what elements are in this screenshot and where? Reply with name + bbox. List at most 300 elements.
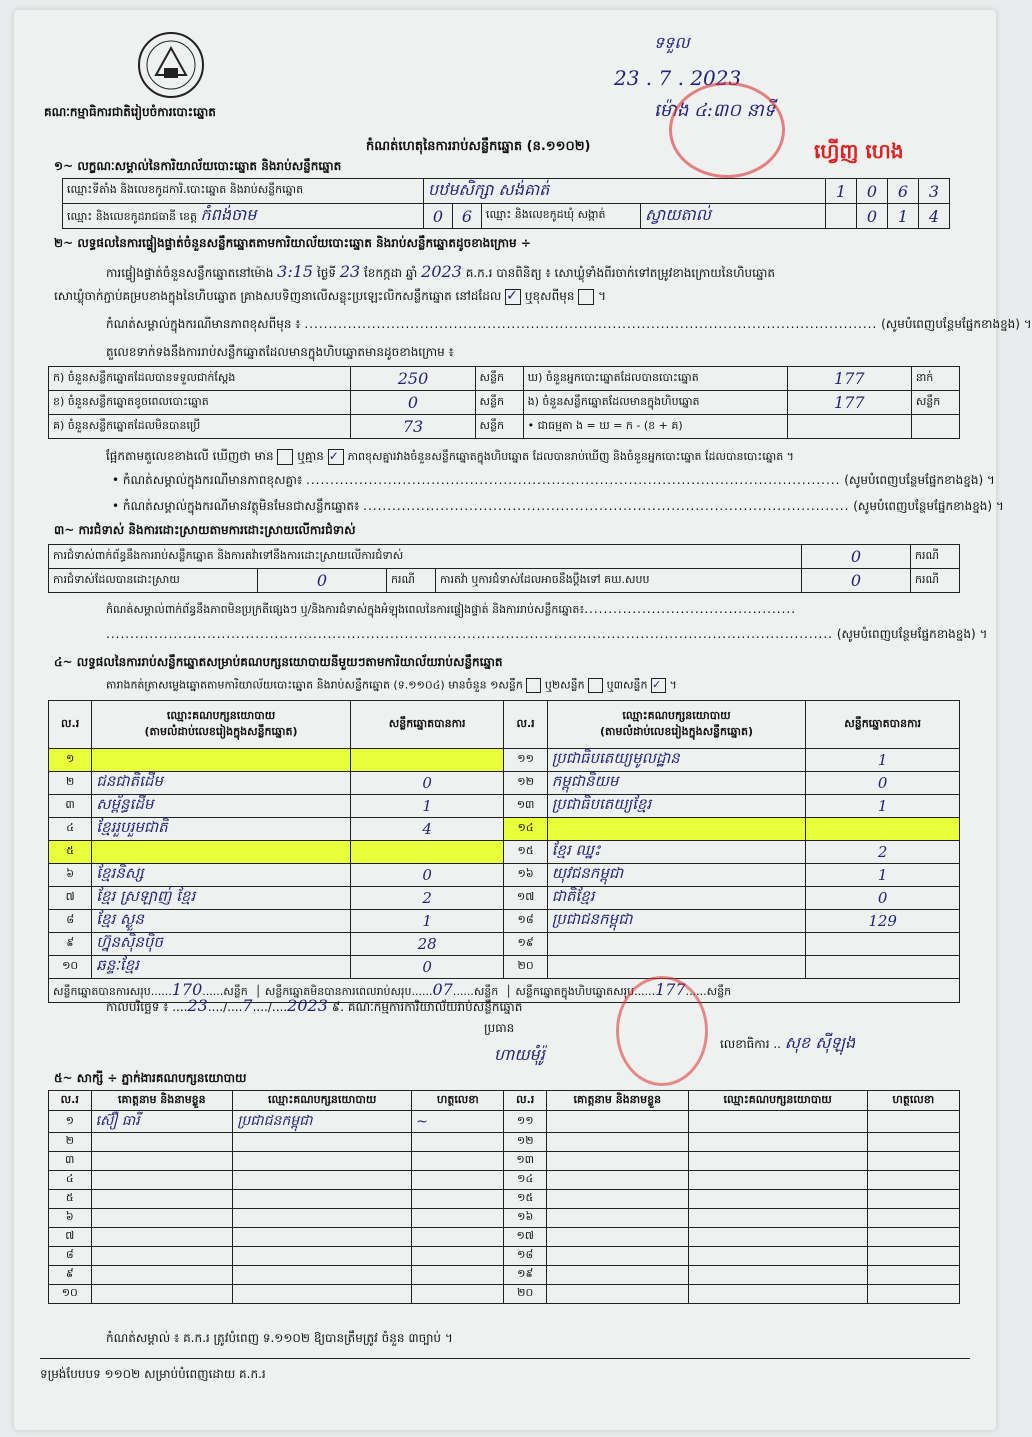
party-number: ១៨ — [504, 910, 547, 933]
party-name: ប្រជាធិបតេយ្យខ្មែរ — [547, 795, 806, 818]
witness-party — [688, 1152, 867, 1171]
two-sheet-checkbox[interactable] — [588, 678, 603, 693]
witness-party — [233, 1228, 412, 1247]
party-name: ខ្មែរ ឈ្នះ — [547, 841, 806, 864]
form-page — [14, 10, 1032, 1430]
witness-sig — [412, 1209, 504, 1228]
unit-sheet: សន្លឹក — [706, 985, 732, 998]
party-votes — [806, 818, 960, 841]
witness-sig — [412, 1228, 504, 1247]
witness-n: ៩ — [49, 1266, 92, 1285]
party-number: ១៦ — [504, 864, 547, 887]
section1-title: ១~ លក្ខណៈសម្គាល់នៃការិយាល័យបោះឆ្នោត និងរាប់សន្លឹកឆ្នោត — [54, 159, 342, 173]
party-number: ១៩ — [504, 933, 547, 956]
party-name — [547, 818, 806, 841]
party-number: ៥ — [49, 841, 92, 864]
witness-party — [688, 1133, 867, 1152]
figure-value-2: 177 — [787, 391, 911, 415]
witness-sig — [412, 1171, 504, 1190]
witness-n: ១៣ — [504, 1152, 547, 1171]
witness-n: ៦ — [49, 1209, 92, 1228]
chair-label: ប្រធាន — [484, 1021, 515, 1035]
party-name: ប្រជាធិបតេយ្យមូលដ្ឋាន — [547, 749, 806, 772]
witness-name — [546, 1209, 688, 1228]
col-party-title: ឈ្មោះគណបក្សនយោបាយ — [622, 708, 731, 722]
diff-note-label: កំណត់សម្គាល់ក្នុងករណីមានភាពខុសពីមុន ៖ — [106, 317, 301, 331]
results-row — [49, 772, 960, 795]
one-sheet-checkbox[interactable] — [526, 678, 541, 693]
witness-sig — [412, 1266, 504, 1285]
objections-table — [48, 544, 960, 593]
unit-cases: ករណី — [387, 569, 436, 593]
witness-sig — [412, 1285, 504, 1304]
party-votes: 0 — [806, 772, 960, 795]
witness-sig — [867, 1228, 959, 1247]
section5-title: ៥~ សាក្សី ÷ ភ្នាក់ងារគណបក្សនយោបាយ — [54, 1071, 247, 1085]
figures-intro: តួលេខទាក់ទងនឹងការរាប់សន្លឹកឆ្នោតដែលមានក្នុងហិបឆ្នោតមានដូចខាងក្រោម ៖ — [106, 345, 454, 359]
party-votes: 1 — [350, 910, 504, 933]
difference-line — [106, 448, 794, 466]
total-invalid: 07 — [432, 980, 453, 999]
witness-party — [233, 1152, 412, 1171]
figure-label-2: • ជាធម្មតា ង = ឃ = ក - (ខ + គ) — [523, 415, 787, 439]
witness-name — [546, 1133, 688, 1152]
witness-n: ១១ — [504, 1111, 547, 1133]
party-number: ៧ — [49, 887, 92, 910]
col-no: ល.រ — [504, 701, 547, 749]
figure-unit-2: នាក់ — [911, 367, 959, 391]
results-row — [49, 818, 960, 841]
secretary-name: សុខ ស៊ីឡុង — [784, 1033, 856, 1052]
witness-name — [546, 1266, 688, 1285]
col-party — [547, 701, 806, 749]
witness-sig — [412, 1152, 504, 1171]
diff-note: កំណត់សម្គាល់ក្នុងករណីមានភាពខុសពីមុន ៖ ....................................................................................................................... (សូមបំពេញបន្ថែមផ្នែកខាងខ្នង) ។ — [106, 317, 1032, 331]
results-row — [49, 910, 960, 933]
party-votes — [806, 956, 960, 979]
same-checkbox[interactable]: ✓ — [505, 289, 521, 305]
date-day: 23 — [187, 996, 208, 1015]
party-votes: 4 — [350, 818, 504, 841]
tally-sheets-label: តារាងកត់ត្រាសម្លេងឆ្នោតតាមការិយាល័យបោះឆ្នោត និងរាប់សន្លឹកឆ្នោត (ទ.១១០៤) មានចំនួន ១សន្លឹក — [106, 678, 523, 692]
party-number: ១៥ — [504, 841, 547, 864]
code-digit: 6 — [453, 204, 482, 229]
different-label: ឬខុសពីមុន — [524, 289, 575, 303]
party-number: ១៣ — [504, 795, 547, 818]
none-checkbox[interactable]: ✓ — [328, 449, 344, 465]
two-sheets-label: ឬ២សន្លឹក — [544, 678, 585, 692]
witness-name — [91, 1266, 233, 1285]
party-number: ១២ — [504, 772, 547, 795]
party-name: ខ្មែររួបរួមជាតិ — [92, 818, 351, 841]
total-box-label: សន្លឹកឆ្នោតក្នុងហិបឆ្នោតសរុប — [515, 985, 635, 998]
secretary-line: លេខាធិការ .. សុខ ស៊ីឡុង — [720, 1033, 856, 1052]
witness-name — [546, 1111, 688, 1133]
figure-unit: សន្លឹក — [475, 415, 523, 439]
date-month: 7 — [242, 996, 253, 1015]
appeal-value: 0 — [802, 569, 911, 593]
witness-name — [546, 1171, 688, 1190]
figure-value-2: 177 — [787, 367, 911, 391]
results-row — [49, 887, 960, 910]
witness-sig — [412, 1247, 504, 1266]
party-votes: 1 — [806, 795, 960, 818]
witness-n: ១៦ — [504, 1209, 547, 1228]
witness-col: ហត្ថលេខា — [412, 1091, 504, 1111]
unit-cases: ករណី — [911, 569, 960, 593]
witness-party — [688, 1266, 867, 1285]
party-number: ២០ — [504, 956, 547, 979]
party-name: ប្រជាជនកម្ពុជា — [547, 910, 806, 933]
total-valid-label: សន្លឹកឆ្នោតបានការសរុប — [53, 985, 151, 998]
location-label: ឈ្មោះទីតាំង និងលេខកូដការិ.បោះឆ្នោត និងរាប់សន្លឹកឆ្នោត — [63, 179, 424, 204]
figures-row — [49, 391, 960, 415]
witness-n: ១០ — [49, 1285, 92, 1304]
final-note: កំណត់សម្គាល់ ៖ គ.ក.រ ត្រូវបំពេញ ទ.១១០២ ឱ្យបានត្រឹមត្រូវ ចំនួន ៣ច្បាប់ ។ — [106, 1331, 453, 1345]
results-row — [49, 841, 960, 864]
figures-table — [48, 366, 960, 439]
party-number: ១០ — [49, 956, 92, 979]
witness-n: ៧ — [49, 1228, 92, 1247]
witness-n: ១៧ — [504, 1228, 547, 1247]
party-number: ៨ — [49, 910, 92, 933]
code-digit: 0 — [857, 179, 888, 204]
witness-row — [49, 1152, 960, 1171]
party-name: សម្ព័ន្ធដើម — [92, 795, 351, 818]
check-month-label: ខែកក្កដា ឆ្នាំ — [364, 266, 418, 280]
code-digit: 3 — [919, 179, 950, 204]
check-year: 2023 — [421, 262, 462, 281]
col-no: ល.រ — [49, 701, 92, 749]
witness-col: ឈ្មោះគណបក្សនយោបាយ — [688, 1091, 867, 1111]
objections-value: 0 — [802, 545, 911, 569]
received-date: 23 . 7 . 2023 — [614, 66, 742, 90]
witness-party — [233, 1133, 412, 1152]
received-word: ទទួល — [654, 33, 690, 52]
party-name: ជនជាតិដើម — [92, 772, 351, 795]
witness-n: ៨ — [49, 1247, 92, 1266]
party-votes — [350, 749, 504, 772]
results-row — [49, 749, 960, 772]
party-votes: 2 — [806, 841, 960, 864]
col-party-title: ឈ្មោះគណបក្សនយោបាយ — [166, 708, 276, 722]
witness-name — [546, 1152, 688, 1171]
fill-more: (សូមបំពេញបន្ថែមផ្នែកខាងខ្នង) ។ — [836, 627, 988, 641]
witness-party — [233, 1209, 412, 1228]
witness-n: ១៩ — [504, 1266, 547, 1285]
commune-label: ឈ្មោះ និងលេខកូដឃុំ សង្កាត់ — [482, 204, 641, 229]
code-digit: 0 — [424, 204, 453, 229]
witness-n: ៣ — [49, 1152, 92, 1171]
witness-sig — [867, 1152, 959, 1171]
commission-label: ៩. គណៈកម្មការការិយាល័យរាប់សន្លឹកឆ្នោត — [331, 1000, 523, 1014]
witness-name — [546, 1285, 688, 1304]
three-sheet-checkbox[interactable]: ✓ — [651, 678, 666, 693]
different-checkbox[interactable] — [578, 289, 594, 305]
fill-more: (សូមបំពេញបន្ថែមផ្នែកខាងខ្នង) ។ — [853, 499, 1004, 513]
check-day: 23 — [339, 262, 361, 281]
figure-unit-2: សន្លឹក — [911, 391, 959, 415]
secretary-label: លេខាធិការ — [720, 1037, 770, 1051]
official-stamp-top — [669, 82, 785, 178]
irregularity-label: កំណត់សម្គាល់ពាក់ព័ន្ធនឹងភាពមិនប្រក្រតីផ្សេងៗ ឬ/និងការជំទាស់ក្នុងអំឡុងពេលនៃការផ្ទៀងផ្ទាត់ និងការរាប់សន្លឹកឆ្នោត៖ — [106, 603, 585, 616]
results-row — [49, 795, 960, 818]
witness-party — [688, 1190, 867, 1209]
difference-desc: ភាពខុសគ្នារវាងចំនួនសន្លឹកឆ្នោតក្នុងហិបឆ្នោត ដែលបានរាប់ឃើញ និងចំនួនអ្នកបោះឆ្នោត ដែលបានបោះឆ្នោត ។ — [347, 450, 794, 463]
irregularity-note: កំណត់សម្គាល់ពាក់ព័ន្ធនឹងភាពមិនប្រក្រតីផ្សេងៗ ឬ/និងការជំទាស់ក្នុងអំឡុងពេលនៃការផ្ទៀងផ្ទាត់ និងការរាប់សន្លឹកឆ្នោត៖............................................ — [106, 602, 797, 616]
form-title: កំណត់ហេតុនៃការរាប់សន្លឹកឆ្នោត (ន.១១០២) — [366, 139, 591, 154]
witness-n: ១២ — [504, 1133, 547, 1152]
code-digit: 1 — [826, 179, 857, 204]
location-value: បឋមសិក្សា សង់គាត់ — [424, 179, 826, 204]
party-votes — [350, 841, 504, 864]
witness-col: ហត្ថលេខា — [867, 1091, 959, 1111]
witness-name — [91, 1152, 233, 1171]
witness-n: ៥ — [49, 1190, 92, 1209]
witness-col: ឈ្មោះគណបក្សនយោបាយ — [233, 1091, 412, 1111]
party-name: ខ្មែរ ស្ងួន — [92, 910, 351, 933]
col-votes: សន្លឹកឆ្នោតបានការ — [806, 701, 960, 749]
check-time: 3:15 — [277, 262, 314, 281]
check-line-rest: គ.ក.រ បានពិនិត្យ ៖ សោឃ្លុំទាំងពីរចាក់ទៅតម្រូវខាងក្រោយនៃហិបឆ្នោត — [465, 266, 775, 280]
party-number: ១១ — [504, 749, 547, 772]
witness-row — [49, 1133, 960, 1152]
witness-name — [91, 1190, 233, 1209]
figure-unit: សន្លឹក — [475, 391, 523, 415]
witness-sig: ~ — [412, 1111, 504, 1133]
has-checkbox[interactable] — [277, 449, 293, 465]
total-box: 177 — [655, 980, 686, 999]
party-name: ឆន្ទៈខ្មែរ — [92, 956, 351, 979]
results-row — [49, 864, 960, 887]
witness-n: ១ — [49, 1111, 92, 1133]
witness-col: គោត្តនាម និងនាមខ្លួន — [91, 1091, 233, 1111]
total-valid: 170 — [171, 980, 203, 999]
figure-label-2: ង) ចំនួនសន្លឹកឆ្នោតដែលមានក្នុងហិបឆ្នោត — [523, 391, 787, 415]
check-line-2-text: សោឃ្លុំចាក់ភ្ជាប់គម្របខាងក្នុងនៃហិបឆ្នោត គ្រាងសបទិញនាលើសន្លុះប្រឡេះលិកសន្លឹកឆ្នោត នៅដដែល — [54, 289, 502, 303]
party-votes: 1 — [806, 864, 960, 887]
witness-row — [49, 1266, 960, 1285]
none-label: ឬគ្មាន — [297, 449, 324, 463]
witness-name — [91, 1171, 233, 1190]
party-number: ២ — [49, 772, 92, 795]
party-votes: 1 — [806, 749, 960, 772]
witness-party: ប្រជាជនកម្ពុជា — [233, 1111, 412, 1133]
witness-sig — [867, 1111, 959, 1133]
witness-name — [91, 1133, 233, 1152]
received-by-label: ហ្វើញ ហេង — [814, 139, 904, 163]
diff-bullet-1: • កំណត់សម្គាល់ក្នុងករណីមានភាពខុសគ្នា៖ ............................................................................................................... (សូមបំពេញបន្ថែមផ្នែកខាងខ្នង) ។ — [112, 473, 995, 487]
witness-name — [91, 1209, 233, 1228]
witness-name — [546, 1247, 688, 1266]
official-stamp-bottom — [616, 976, 708, 1086]
party-votes: 0 — [350, 956, 504, 979]
diff-bullet-2: • កំណត់សម្គាល់ក្នុងករណីមានវត្ថុមិនមែនជាសន្លឹកឆ្នោត៖ ..................................................................................................... (សូមបំពេញបន្ថែមផ្នែកខាងខ្នង) ។ — [112, 499, 1004, 513]
witness-party — [688, 1285, 867, 1304]
section1-table — [62, 178, 950, 229]
figure-label: គ) ចំនួនសន្លឹកឆ្នោតដែលមិនបានប្រើ — [49, 415, 351, 439]
fill-more: (សូមបំពេញបន្ថែមផ្នែកខាងខ្នង) ។ — [844, 473, 995, 487]
code-digit: 6 — [888, 179, 919, 204]
figure-label: ក) ចំនួនសន្លឹកឆ្នោតដែលបានទទួលជាក់ស្តែង — [49, 367, 351, 391]
party-votes — [806, 933, 960, 956]
party-number: ១៤ — [504, 818, 547, 841]
party-number: ៦ — [49, 864, 92, 887]
party-number: ៩ — [49, 933, 92, 956]
figure-value: 0 — [351, 391, 475, 415]
witness-party — [688, 1171, 867, 1190]
party-name: ជាតិខ្មែរ — [547, 887, 806, 910]
date-line: កាលបរិច្ឆេទ ៖ ....23..../....7..../....2023 ៩. គណៈកម្មការការិយាល័យរាប់សន្លឹកឆ្នោត — [106, 996, 523, 1015]
witness-name: ស៊ឿ ធារី — [91, 1111, 233, 1133]
section3-title: ៣~ ការជំទាស់ និងការដោះស្រាយតាមការដោះស្រាយលើការជំទាស់ — [54, 523, 356, 537]
code-digit: 1 — [888, 204, 919, 229]
witness-col: គោត្តនាម និងនាមខ្លួន — [546, 1091, 688, 1111]
witness-sig — [867, 1266, 959, 1285]
province-label: ឈ្មោះ និងលេខកូដរាជធានី ខេត្ត — [67, 210, 197, 223]
objections-label: ការជំទាស់ពាក់ព័ន្ធនឹងការរាប់សន្លឹកឆ្នោត និងការតវ៉ាទៅនឹងការដោះស្រាយលើការជំទាស់ — [49, 545, 802, 569]
province-value: កំពង់ចាម — [200, 205, 257, 224]
chair-name: ហាយមុំរ៉ូ — [494, 1045, 545, 1064]
received-time: ម៉ោង ៤:៣០ នាទី — [654, 100, 776, 121]
witness-row — [49, 1228, 960, 1247]
figure-value: 73 — [351, 415, 475, 439]
province-row — [63, 204, 424, 229]
party-votes: 0 — [350, 772, 504, 795]
col-party-sub: (តាមលំដាប់លេខរៀងក្នុងសន្លឹកឆ្នោត) — [600, 724, 753, 738]
irregularity-note-2: ....................................................................................................................................................... (សូមបំពេញបន្ថែមផ្នែកខាងខ្នង) ។ — [106, 627, 988, 641]
unit-sheet: សន្លឹក — [223, 985, 248, 998]
witness-row — [49, 1171, 960, 1190]
party-number: ៣ — [49, 795, 92, 818]
witness-n: ១៤ — [504, 1171, 547, 1190]
tally-sheets-line: តារាងកត់ត្រាសម្លេងឆ្នោតតាមការិយាល័យបោះឆ្នោត និងរាប់សន្លឹកឆ្នោត (ទ.១១០៤) មានចំនួន ១សន្លឹក ឬ២សន្លឹក ឬ៣សន្លឹក ✓ ។ — [106, 678, 677, 692]
witness-party — [233, 1190, 412, 1209]
code-digit: 0 — [857, 204, 888, 229]
witness-name — [91, 1247, 233, 1266]
col-party-sub: (តាមលំដាប់លេខរៀងក្នុងសន្លឹកឆ្នោត) — [144, 724, 298, 738]
witness-sig — [867, 1247, 959, 1266]
figure-value-2 — [787, 415, 911, 439]
difference-label: ផ្អែកតាមតួលេខខាងលើ ឃើញថា មាន — [106, 449, 274, 463]
party-votes: 0 — [806, 887, 960, 910]
witness-row — [49, 1285, 960, 1304]
figures-row — [49, 415, 960, 439]
diff-bullet-1-label: • កំណត់សម្គាល់ក្នុងករណីមានភាពខុសគ្នា៖ — [112, 473, 303, 487]
figures-row — [49, 367, 960, 391]
witness-sig — [412, 1190, 504, 1209]
party-name: ខ្មែរ ស្រឡាញ់ ខ្មែរ — [92, 887, 351, 910]
party-name — [547, 956, 806, 979]
three-sheets-label: ឬ៣សន្លឹក — [606, 678, 648, 692]
witness-party — [688, 1247, 867, 1266]
check-line-2: សោឃ្លុំចាក់ភ្ជាប់គម្របខាងក្នុងនៃហិបឆ្នោត គ្រាងសបទិញនាលើសន្លុះប្រឡេះលិកសន្លឹកឆ្នោត នៅដដែល ✓ ឬខុសពីមុន ។ — [54, 287, 606, 304]
section2-title: ២~ លទ្ធផលនៃការផ្ទៀងផ្ទាត់ចំនួនសន្លឹកឆ្នោតតាមការិយាល័យបោះឆ្នោត និងរាប់សន្លឹកឆ្នោតដូចខាងក្រោម ÷ — [54, 236, 531, 250]
witness-name — [91, 1285, 233, 1304]
witness-party — [688, 1209, 867, 1228]
check-time-label: ការផ្ទៀងផ្ទាត់ចំនួនសន្លឹកឆ្នោតនៅម៉ោង — [106, 266, 274, 280]
witness-n: ១៥ — [504, 1190, 547, 1209]
party-name — [92, 749, 351, 772]
figure-value: 250 — [351, 367, 475, 391]
org-name: គណៈកម្មាធិការជាតិរៀបចំការបោះឆ្នោត — [44, 105, 216, 119]
unit-sheet: សន្លឹក — [473, 985, 499, 998]
witness-party — [233, 1285, 412, 1304]
check-line-1 — [106, 262, 775, 283]
witness-party — [233, 1266, 412, 1285]
figure-unit-2 — [911, 415, 959, 439]
total-invalid-label: សន្លឹកឆ្នោតមិនបានការពេលរាប់សរុប — [264, 985, 412, 998]
witness-name — [91, 1228, 233, 1247]
witness-sig — [867, 1171, 959, 1190]
unit-cases: ករណី — [911, 545, 960, 569]
party-name: ហ្វ៊ុនស៊ិនប៉ិច — [92, 933, 351, 956]
witness-name — [546, 1228, 688, 1247]
results-row — [49, 956, 960, 979]
witness-name — [546, 1190, 688, 1209]
resolved-label: ការជំទាស់ដែលបានដោះស្រាយ — [49, 569, 258, 593]
figure-unit: សន្លឹក — [475, 367, 523, 391]
party-votes: 28 — [350, 933, 504, 956]
party-name: កម្ពុជានិយម — [547, 772, 806, 795]
witness-row — [49, 1190, 960, 1209]
footer-text: ទម្រង់បែបបទ ១១០២ សម្រាប់បំពេញដោយ គ.ក.រ — [40, 1367, 266, 1381]
party-votes: 1 — [350, 795, 504, 818]
witness-n: ៤ — [49, 1171, 92, 1190]
col-party — [92, 701, 351, 749]
witness-col: ល.រ — [49, 1091, 92, 1111]
party-votes: 129 — [806, 910, 960, 933]
witness-sig — [867, 1133, 959, 1152]
figure-label-2: ឃ) ចំនួនអ្នកបោះឆ្នោតដែលបានបោះឆ្នោត — [523, 367, 787, 391]
resolved-value: 0 — [258, 569, 387, 593]
witness-party — [688, 1228, 867, 1247]
figure-label: ខ) ចំនួនសន្លឹកឆ្នោតខូចពេលបោះឆ្នោត — [49, 391, 351, 415]
date-year: 2023 — [287, 996, 328, 1015]
col-votes: សន្លឹកឆ្នោតបានការ — [350, 701, 504, 749]
party-votes: 0 — [350, 864, 504, 887]
appeal-label: ការតវ៉ា ឬការជំទាស់ដែលអាចនឹងប្តឹងទៅ គឃ.សបប — [436, 569, 802, 593]
witness-table — [48, 1090, 960, 1304]
witness-sig — [867, 1190, 959, 1209]
witness-sig — [867, 1285, 959, 1304]
results-row — [49, 933, 960, 956]
totals-row: សន្លឹកឆ្នោតបានការសរុប......170......សន្លឹក │ សន្លឹកឆ្នោតមិនបានការពេលរាប់សរុប......07......សន្លឹក │ សន្លឹកឆ្នោតក្នុងហិបឆ្នោតសរុប......177......សន្លឹក — [49, 979, 960, 1003]
witness-party — [233, 1171, 412, 1190]
party-name — [92, 841, 351, 864]
party-number: ៤ — [49, 818, 92, 841]
check-day-label: ថ្ងៃទី — [316, 266, 336, 280]
party-name: យុវជនកម្ពុជា — [547, 864, 806, 887]
witness-row — [49, 1247, 960, 1266]
witness-sig — [867, 1209, 959, 1228]
party-number: ១៧ — [504, 887, 547, 910]
witness-n: ១៨ — [504, 1247, 547, 1266]
party-number: ១ — [49, 749, 92, 772]
witness-party — [688, 1111, 867, 1133]
party-votes: 2 — [350, 887, 504, 910]
fill-more: (សូមបំពេញបន្ថែមផ្នែកខាងខ្នង) ។ — [881, 317, 1032, 331]
code-digit: 4 — [919, 204, 950, 229]
witness-n: ២ — [49, 1133, 92, 1152]
party-name — [547, 933, 806, 956]
witness-row — [49, 1111, 960, 1133]
witness-col: ល.រ — [504, 1091, 547, 1111]
witness-n: ២០ — [504, 1285, 547, 1304]
party-name: ខ្មែរនិស្ស — [92, 864, 351, 887]
witness-party — [233, 1247, 412, 1266]
date-label: កាលបរិច្ឆេទ ៖ — [106, 1000, 169, 1014]
